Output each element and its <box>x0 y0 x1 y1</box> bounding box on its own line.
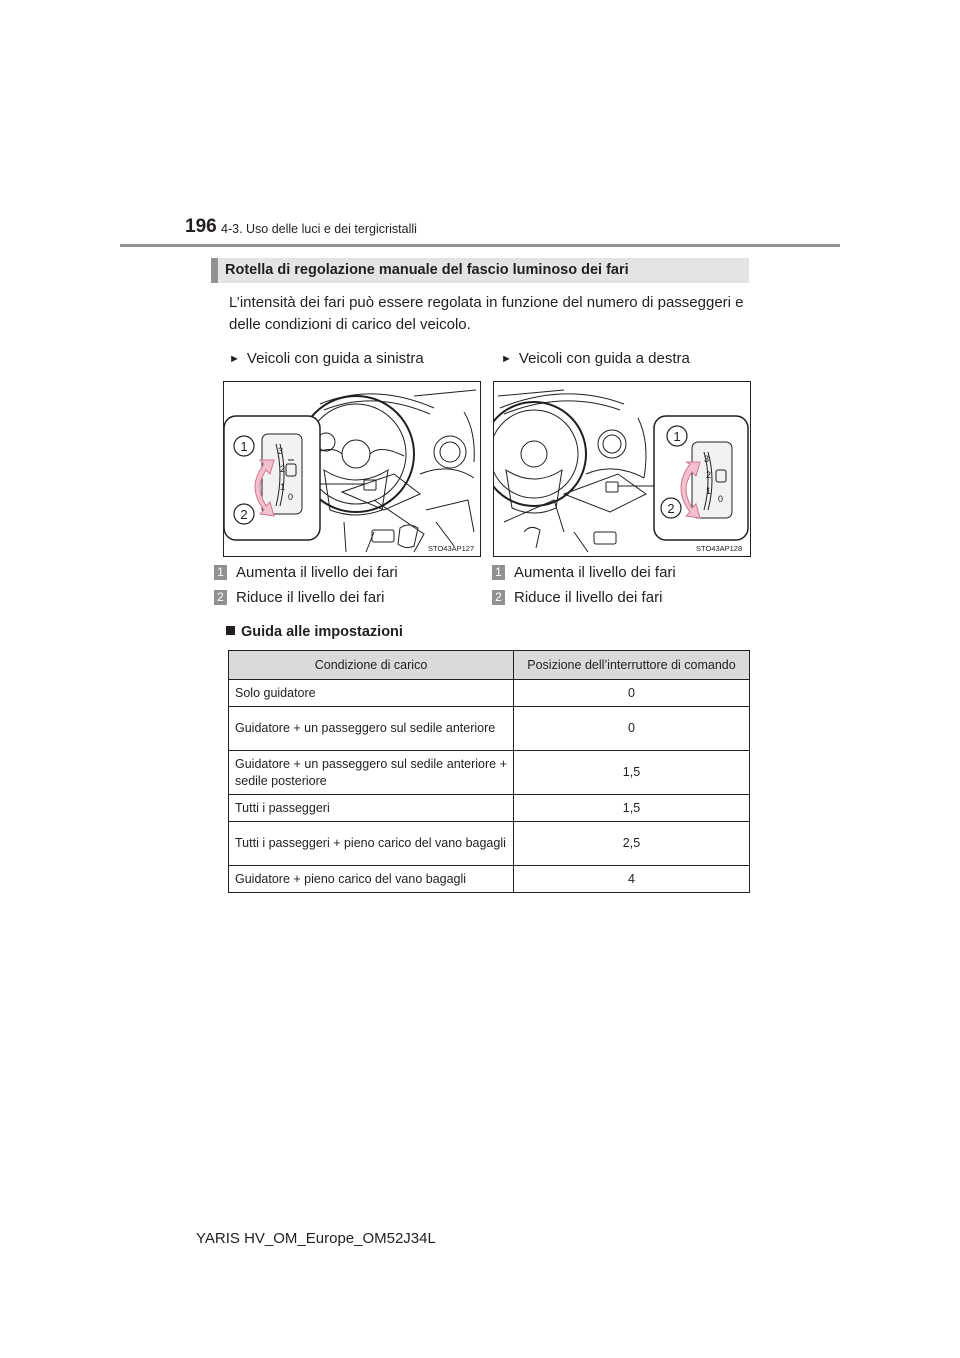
position-cell: 0 <box>514 707 750 751</box>
table-row <box>229 707 750 751</box>
rhd-dashboard-illustration <box>493 381 751 557</box>
legend-text: Riduce il livello dei fari <box>236 589 385 606</box>
callout-2: 2 <box>667 501 675 516</box>
legend-number-badge: 2 <box>492 590 505 605</box>
intro-paragraph: L’intensità dei fari può essere regolata in funzione del numero di passeggeri e delle condizioni di carico del veicolo. <box>229 294 744 333</box>
triangle-bullet-icon: ► <box>229 353 240 365</box>
dial-mark: 1 <box>280 482 286 492</box>
table-row <box>229 795 750 822</box>
header-rule <box>120 244 840 247</box>
dial-mark: 0 <box>288 492 294 502</box>
callout-1: 1 <box>673 429 681 444</box>
triangle-bullet-icon: ► <box>501 353 512 365</box>
legend-item <box>492 589 662 606</box>
table-row <box>229 751 750 795</box>
dial-mark: 2 <box>280 464 286 474</box>
condition-cell: Tutti i passeggeri <box>229 795 514 822</box>
settings-table <box>228 650 750 893</box>
section-bar-accent <box>211 258 218 283</box>
legend-text: Riduce il livello dei fari <box>514 589 663 606</box>
table-row <box>229 680 750 707</box>
rhd-dashboard-svg <box>494 382 750 556</box>
dial-mark: 0 <box>718 494 724 504</box>
table-row <box>229 866 750 893</box>
position-cell: 4 <box>514 866 750 893</box>
condition-cell: Guidatore + pieno carico del vano bagagli <box>229 866 514 893</box>
section-title-bar <box>211 258 749 283</box>
callout-2: 2 <box>240 507 248 522</box>
lhd-label <box>229 350 424 367</box>
condition-cell: Tutti i passeggeri + pieno carico del vano bagagli <box>229 822 514 866</box>
legend-number-badge: 2 <box>214 590 227 605</box>
square-bullet-icon <box>226 626 235 635</box>
figure-code: STO43AP127 <box>428 544 475 553</box>
section-reference: 4-3. Uso delle luci e dei tergicristalli <box>221 222 417 236</box>
legend-number-badge: 1 <box>214 565 227 580</box>
callout-1: 1 <box>240 439 248 454</box>
lhd-dashboard-illustration <box>223 381 481 557</box>
column-header-condition: Condizione di carico <box>229 651 514 680</box>
dial-mark: 2 <box>706 470 712 480</box>
legend-text: Aumenta il livello dei fari <box>236 564 398 581</box>
lhd-dashboard-svg <box>224 382 480 556</box>
column-header-position: Posizione dell’interruttore di comando <box>514 651 750 680</box>
legend-item <box>214 589 384 606</box>
condition-cell: Guidatore + un passeggero sul sedile anteriore + sedile posteriore <box>229 751 514 795</box>
footer-doc-code: YARIS HV_OM_Europe_OM52J34L <box>196 1230 436 1247</box>
legend-item <box>492 564 676 581</box>
condition-cell: Guidatore + un passeggero sul sedile anteriore <box>229 707 514 751</box>
position-cell: 1,5 <box>514 751 750 795</box>
legend-item <box>214 564 398 581</box>
legend-text: Aumenta il livello dei fari <box>514 564 676 581</box>
page-number: 196 <box>185 216 217 237</box>
position-cell: 0 <box>514 680 750 707</box>
condition-cell: Solo guidatore <box>229 680 514 707</box>
table-header-row <box>229 651 750 680</box>
figure-code: STO43AP128 <box>696 544 743 553</box>
lhd-label-text: Veicoli con guida a sinistra <box>246 350 424 367</box>
section-title: Rotella di regolazione manuale del fascio luminoso dei fari <box>225 262 629 278</box>
settings-heading-text: Guida alle impostazioni <box>241 624 403 640</box>
rhd-label-text: Veicoli con guida a destra <box>518 350 690 367</box>
dial-mark: 3 <box>278 446 284 456</box>
rhd-label <box>501 350 690 367</box>
table-row <box>229 822 750 866</box>
settings-heading <box>226 624 403 640</box>
dial-mark: 1 <box>706 486 712 496</box>
position-cell: 1,5 <box>514 795 750 822</box>
position-cell: 2,5 <box>514 822 750 866</box>
dial-mark: 3 <box>704 454 710 464</box>
legend-number-badge: 1 <box>492 565 505 580</box>
